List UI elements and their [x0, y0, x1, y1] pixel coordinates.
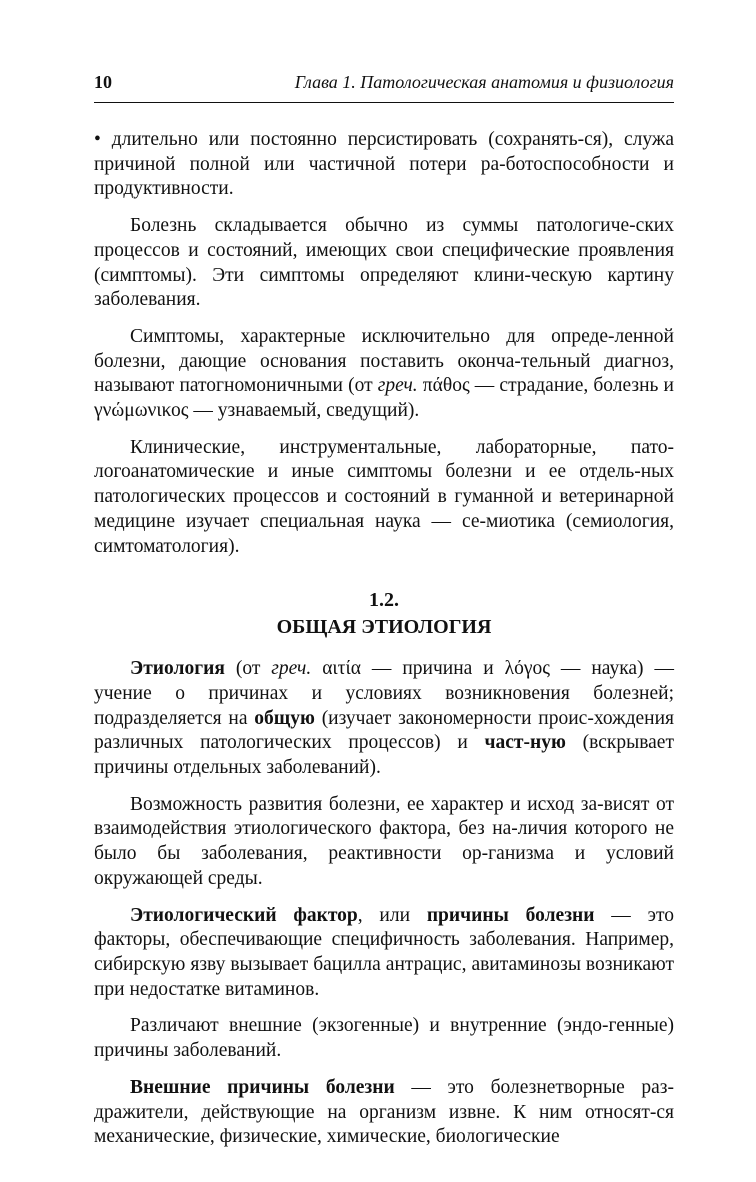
page-body — [94, 128, 674, 1162]
text-run: (от — [224, 658, 272, 680]
greek-label: греч. — [271, 658, 312, 680]
paragraph-etiology-definition — [94, 657, 674, 781]
term-etiological-factor: Этиологический фактор — [130, 904, 358, 926]
text-run: (изучает закономерности проис-хождения различных патологических процессов) и — [94, 707, 674, 754]
page-number: 10 — [94, 72, 112, 92]
term-external-causes: Внешние причины болезни — [130, 1076, 395, 1098]
text-run: , или — [357, 904, 427, 926]
paragraph-disease-development: Возможность развития болезни, ее характер и исход за-висят от взаимодействия этиологического фактора, без на-личия которого не было бы заболевания, реактивности ор-ганизма и условий окружающей среды. — [94, 793, 674, 889]
bullet-text: длительно или постоянно персистировать (сохранять-ся), служа причиной полной или частичной потери ра-ботоспособности и продуктивности. — [94, 129, 674, 200]
header-rule — [94, 102, 674, 103]
page-header — [94, 72, 674, 94]
paragraph-external-causes — [94, 1076, 674, 1150]
text-run: αιτία — причина и λόγος — наука) — учение о причинах и условиях возникновения болезней; подразделяется на — [94, 658, 674, 729]
greek-label: греч. — [377, 375, 418, 397]
bullet-mark: • — [94, 129, 101, 150]
term-disease-causes: причины болезни — [426, 904, 595, 926]
text-run: Симптомы, характерные исключительно для опреде-ленной болезни, дающие основания поставить оконча-тельный диагноз, называют патогномоничными (от — [94, 325, 674, 397]
text-run: — это факторы, обеспечивающие специфичность заболевания. Например, сибирскую язву вызывает бацилла антрацис, авитаминозы возникают при недостатке витаминов. — [94, 904, 674, 1000]
term-etiology: Этиология — [130, 658, 225, 680]
paragraph-semiotics: Клинические, инструментальные, лабораторные, пато-логоанатомические и иные симптомы болезни и ее отдель-ных патологических процессов и состояний в гуманной и ветеринарной медицине изучает специальная наука — се-миотика (семиология, симтоматология). — [94, 436, 674, 557]
paragraph-cause-types: Различают внешние (экзогенные) и внутренние (эндо-генные) причины заболеваний. — [94, 1015, 674, 1062]
text-run: — это болезнетворные раз-дражители, действующие на организм извне. К ним относят-ся механические, физические, химические, биологические — [94, 1076, 674, 1148]
term-particular: част-ную — [484, 732, 566, 754]
section-number: 1.2. — [369, 589, 399, 612]
text-run: πάθος — страдание, болезнь и γνώμωνικος — узнаваемый, сведущий). — [94, 375, 674, 422]
term-general: общую — [254, 707, 315, 729]
paragraph-etiological-factor — [94, 904, 674, 1003]
running-title: Глава 1. Патологическая анатомия и физиология — [294, 72, 674, 92]
bullet-paragraph — [94, 128, 674, 202]
paragraph-pathognomonic — [94, 325, 674, 424]
section-title: ОБЩАЯ ЭТИОЛОГИЯ — [276, 616, 492, 639]
section-heading — [94, 587, 674, 641]
text-run: (вскрывает причины отдельных заболеваний). — [94, 732, 674, 779]
paragraph-disease-symptoms: Болезнь складывается обычно из суммы патологиче-ских процессов и состояний, имеющих свои специфические проявления (симптомы). Эти симптомы определяют клини-ческую картину заболевания. — [94, 215, 674, 311]
